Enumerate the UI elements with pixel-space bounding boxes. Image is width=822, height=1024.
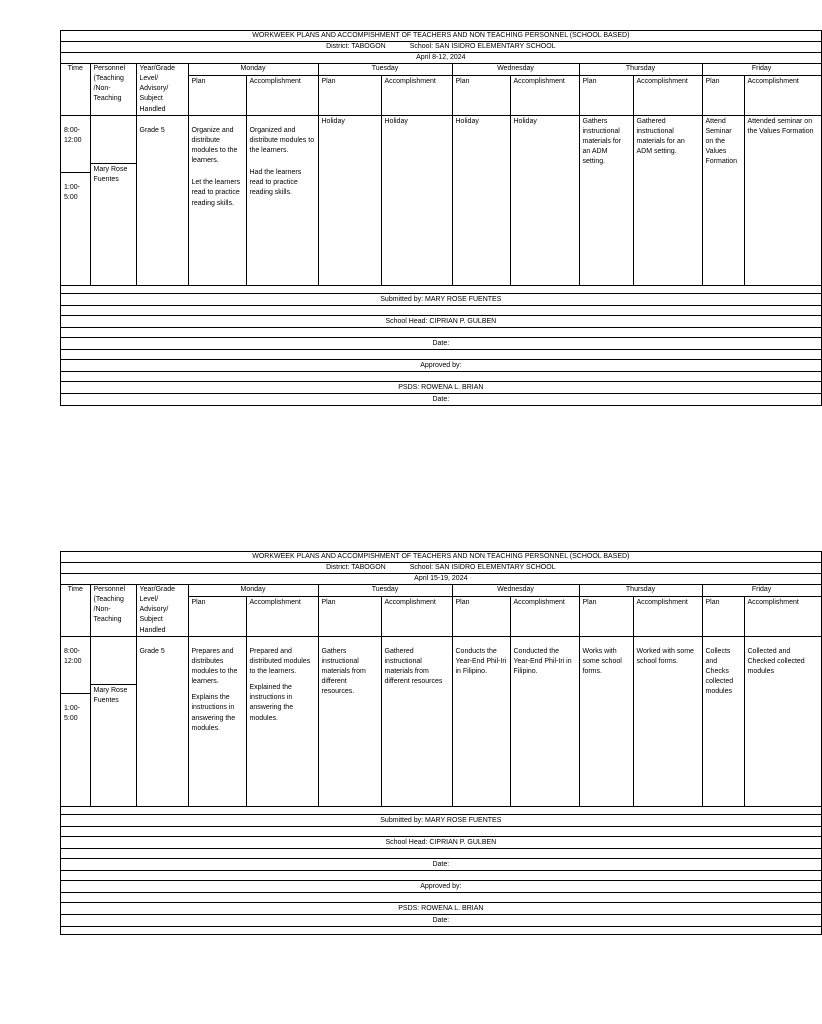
thursday-plan: Works with some school forms. xyxy=(579,636,633,806)
plan-header: Plan xyxy=(318,75,381,115)
sheet-title: WORKWEEK PLANS AND ACCOMPISHMENT OF TEACHERS AND NON TEACHING PERSONNEL (SCHOOL BASED) xyxy=(61,552,821,563)
accomplishment-header: Accomplishment xyxy=(510,596,579,636)
monday-accomplishment-am: Organized and distribute modules to the learners. xyxy=(249,126,315,154)
grade-cell: Grade 5 xyxy=(136,636,188,806)
wednesday-plan: Holiday xyxy=(452,115,510,285)
accomplishment-header: Accomplishment xyxy=(381,75,452,115)
monday-plan-pm: Let the learners read to practice reading skills. xyxy=(191,179,241,207)
date-range: April 15-19, 2024 xyxy=(61,574,821,585)
workweek-table xyxy=(61,551,822,935)
monday-plan xyxy=(188,636,246,806)
workweek-sheet-2 xyxy=(60,551,805,935)
blank-row xyxy=(61,371,821,381)
time-cell xyxy=(61,636,90,806)
blank-row xyxy=(61,892,821,902)
tuesday-plan: Holiday xyxy=(318,115,381,285)
tuesday-plan: Gathers instructional materials from different resources. xyxy=(318,636,381,806)
monday-accomplishment-pm: Explained the instructions in answering the modules. xyxy=(249,684,294,722)
time-pm: 1:00-5:00 xyxy=(64,183,80,201)
date-line: Date: xyxy=(61,858,821,870)
school-head: School Head: CIPRIAN P. GULBEN xyxy=(61,315,821,327)
plan-header: Plan xyxy=(579,596,633,636)
thursday-accomplishment: Worked with some school forms. xyxy=(633,636,702,806)
district-school-line: District: TABOGON School: SAN ISIDRO ELEMENTARY SCHOOL xyxy=(61,563,821,574)
wednesday-plan: Conducts the Year-End Phil-Iri in Filipino. xyxy=(452,636,510,806)
personnel-cell xyxy=(90,115,136,285)
personnel-header: Personnel (Teaching /Non-Teaching xyxy=(90,64,136,116)
grade-cell: Grade 5 xyxy=(136,115,188,285)
blank-row xyxy=(61,870,821,880)
blank-row xyxy=(61,349,821,359)
workweek-sheet-1 xyxy=(60,30,814,406)
blank-row xyxy=(61,926,821,934)
monday-plan-pm: Explains the instructions in answering the modules. xyxy=(191,694,236,732)
date-range: April 8-12, 2024 xyxy=(61,53,821,64)
accomplishment-header: Accomplishment xyxy=(246,75,318,115)
wednesday-accomplishment: Holiday xyxy=(510,115,579,285)
plan-header: Plan xyxy=(318,596,381,636)
time-am: 8:00-12:00 xyxy=(64,126,82,144)
day-header-monday: Monday xyxy=(188,64,318,76)
blank-row xyxy=(61,806,821,814)
monday-accomplishment-pm: Had the learners read to practice reading skills. xyxy=(249,169,302,197)
plan-header: Plan xyxy=(452,75,510,115)
monday-accomplishment xyxy=(246,115,318,285)
accomplishment-header: Accomplishment xyxy=(744,75,821,115)
personnel-header: Personnel (Teaching /Non-Teaching xyxy=(90,585,136,637)
day-header-thursday: Thursday xyxy=(579,64,702,76)
monday-accomplishment-am: Prepared and distributed modules to the learners. xyxy=(249,647,311,675)
personnel-cell xyxy=(90,636,136,806)
date-line: Date: xyxy=(61,337,821,349)
day-header-tuesday: Tuesday xyxy=(318,64,452,76)
accomplishment-header: Accomplishment xyxy=(633,75,702,115)
blank-row xyxy=(61,305,821,315)
friday-accomplishment: Collected and Checked collected modules xyxy=(744,636,821,806)
accomplishment-header: Accomplishment xyxy=(510,75,579,115)
monday-plan-am: Organize and distribute modules to the learners. xyxy=(191,126,238,165)
plan-header: Plan xyxy=(452,596,510,636)
time-header: Time xyxy=(61,585,90,637)
submitted-by: Submitted by: MARY ROSE FUENTES xyxy=(61,814,821,826)
day-header-thursday: Thursday xyxy=(579,585,702,597)
date-line: Date: xyxy=(61,393,821,405)
day-header-tuesday: Tuesday xyxy=(318,585,452,597)
psds-line: PSDS: ROWENA L. BRIAN xyxy=(61,381,821,393)
friday-plan: Collects and Checks collected modules xyxy=(702,636,744,806)
time-header: Time xyxy=(61,64,90,116)
grade-header: Year/Grade Level/ Advisory/ Subject Handled xyxy=(136,585,188,637)
grade-header: Year/Grade Level/ Advisory/ Subject Handled xyxy=(136,64,188,116)
friday-accomplishment: Attended seminar on the Values Formation xyxy=(744,115,821,285)
wednesday-accomplishment: Conducted the Year-End Phil-Iri in Filipino. xyxy=(510,636,579,806)
psds-line: PSDS: ROWENA L. BRIAN xyxy=(61,902,821,914)
personnel-name: Mary Rose Fuentes xyxy=(91,684,136,707)
accomplishment-header: Accomplishment xyxy=(633,596,702,636)
day-header-wednesday: Wednesday xyxy=(452,64,579,76)
tuesday-accomplishment: Holiday xyxy=(381,115,452,285)
plan-header: Plan xyxy=(702,75,744,115)
workweek-table xyxy=(61,30,822,406)
plan-header: Plan xyxy=(188,596,246,636)
date-line: Date: xyxy=(61,914,821,926)
day-header-friday: Friday xyxy=(702,585,821,597)
day-header-monday: Monday xyxy=(188,585,318,597)
time-cell xyxy=(61,115,90,285)
plan-header: Plan xyxy=(702,596,744,636)
blank-row xyxy=(61,285,821,293)
accomplishment-header: Accomplishment xyxy=(246,596,318,636)
school-head: School Head: CIPRIAN P. GULBEN xyxy=(61,836,821,848)
accomplishment-header: Accomplishment xyxy=(744,596,821,636)
time-pm: 1:00-5:00 xyxy=(64,704,80,722)
monday-plan xyxy=(188,115,246,285)
day-header-friday: Friday xyxy=(702,64,821,76)
personnel-name: Mary Rose Fuentes xyxy=(91,163,136,186)
district-school-line: District: TABOGON School: SAN ISIDRO ELEMENTARY SCHOOL xyxy=(61,42,821,53)
thursday-plan: Gathers instructional materials for an ADM setting. xyxy=(579,115,633,285)
plan-header: Plan xyxy=(579,75,633,115)
approved-by: Approved by: xyxy=(61,880,821,892)
accomplishment-header: Accomplishment xyxy=(381,596,452,636)
day-header-wednesday: Wednesday xyxy=(452,585,579,597)
thursday-accomplishment: Gathered instructional materials for an ADM setting. xyxy=(633,115,702,285)
sheet-title: WORKWEEK PLANS AND ACCOMPISHMENT OF TEACHERS AND NON TEACHING PERSONNEL (SCHOOL BASED) xyxy=(61,31,821,42)
friday-plan: Attend Seminar on the Values Formation xyxy=(702,115,744,285)
blank-row xyxy=(61,826,821,836)
plan-header: Plan xyxy=(188,75,246,115)
submitted-by: Submitted by: MARY ROSE FUENTES xyxy=(61,293,821,305)
blank-row xyxy=(61,327,821,337)
approved-by: Approved by: xyxy=(61,359,821,371)
tuesday-accomplishment: Gathered instructional materials from different resources xyxy=(381,636,452,806)
blank-row xyxy=(61,848,821,858)
monday-plan-am: Prepares and distributes modules to the learners. xyxy=(191,647,238,686)
monday-accomplishment xyxy=(246,636,318,806)
time-am: 8:00-12:00 xyxy=(64,647,82,665)
